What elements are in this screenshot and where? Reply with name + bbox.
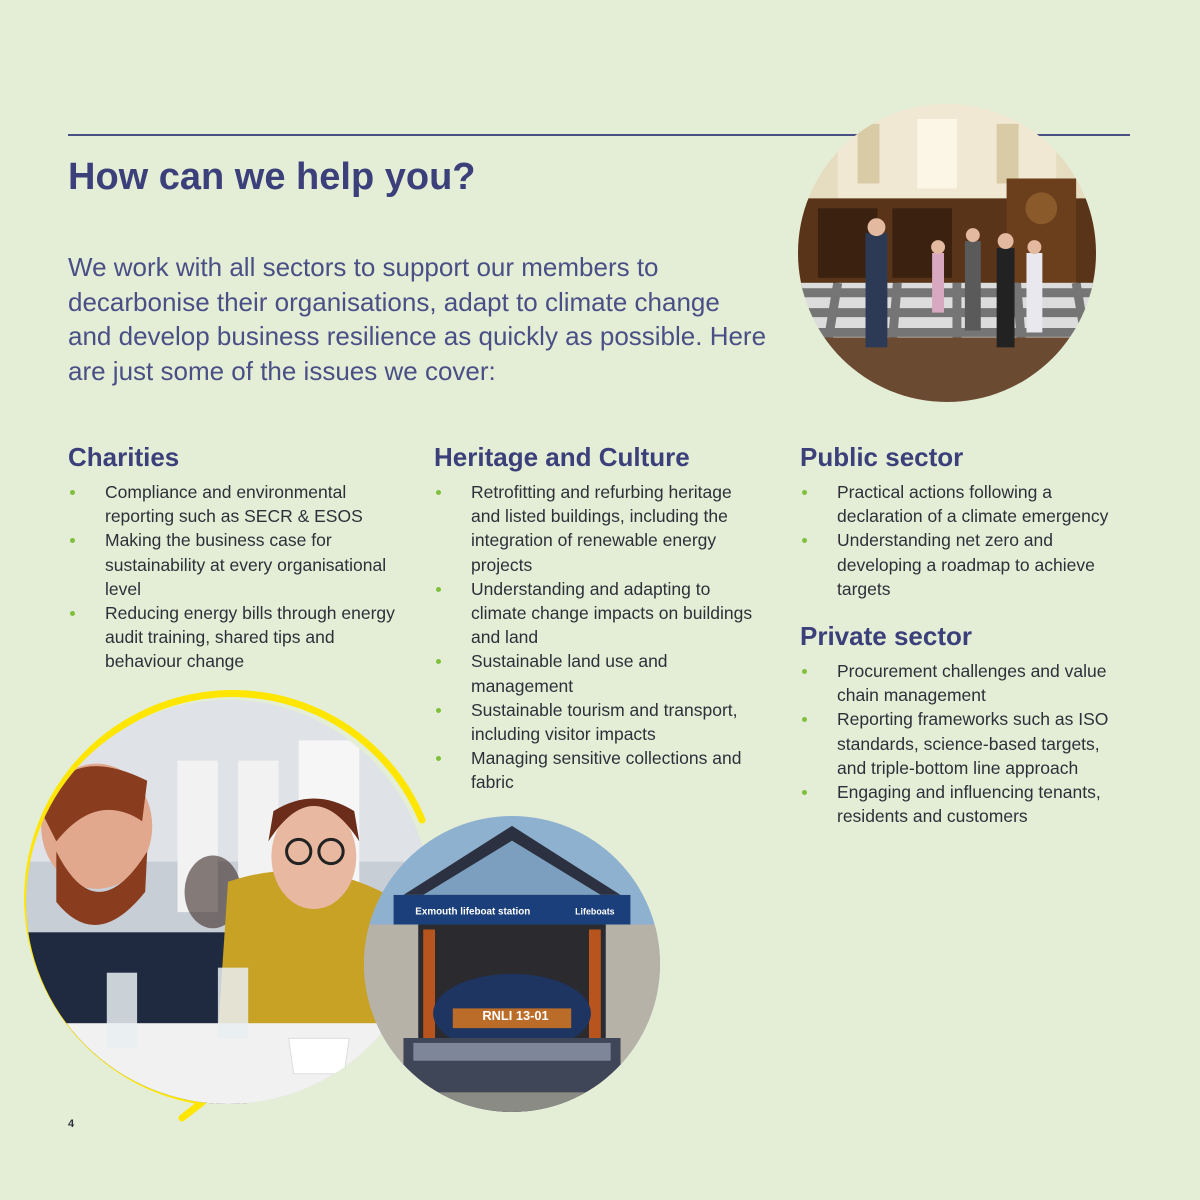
lifeboat-hull-text: RNLI 13-01 xyxy=(482,1008,549,1024)
charities-column xyxy=(68,440,398,674)
page-title: How can we help you? xyxy=(68,156,476,198)
public-sector-heading: Public sector xyxy=(800,442,964,472)
intro-paragraph: We work with all sectors to support our members to decarbonise their organisations, adapt to climate change and develop business resilience as quickly as possible. Here are just some of the issues we cover: xyxy=(68,252,767,386)
charities-heading: Charities xyxy=(68,442,180,472)
private-sector-heading: Private sector xyxy=(800,621,972,652)
list-item: Understanding and adapting to climate change impacts on buildings and land xyxy=(434,577,764,650)
private-sector-list xyxy=(800,659,1130,828)
list-item: Reporting frameworks such as ISO standards, science-based targets, and triple-bottom line approach xyxy=(800,707,1130,780)
lifeboat-station-photo xyxy=(364,816,660,1112)
list-item: Understanding net zero and developing a roadmap to achieve targets xyxy=(800,528,1130,601)
list-item: Reducing energy bills through energy audit training, shared tips and behaviour change xyxy=(68,601,398,674)
list-item: Sustainable land use and management xyxy=(434,649,764,697)
list-item: Practical actions following a declaration of a climate emergency xyxy=(800,480,1130,528)
list-item: Procurement challenges and value chain management xyxy=(800,659,1130,707)
list-item: Retrofitting and refurbing heritage and listed buildings, including the integration of renewable energy projects xyxy=(434,480,764,577)
sector-column xyxy=(800,440,1130,828)
list-item: Sustainable tourism and transport, including visitor impacts xyxy=(434,698,764,746)
heritage-heading: Heritage and Culture xyxy=(434,442,690,472)
workshop-photo xyxy=(26,700,430,1104)
list-item: Engaging and influencing tenants, residents and customers xyxy=(800,780,1130,828)
public-sector-list xyxy=(800,480,1130,601)
library-photo xyxy=(798,104,1096,402)
list-item: Making the business case for sustainability at every organisational level xyxy=(68,528,398,601)
charities-list xyxy=(68,480,398,674)
lifeboat-brand-text: Lifeboats xyxy=(575,906,615,917)
heritage-column xyxy=(434,440,764,795)
lifeboat-sign-text: Exmouth lifeboat station xyxy=(415,906,531,918)
page-number: 4 xyxy=(68,1118,75,1130)
list-item: Compliance and environmental reporting such as SECR & ESOS xyxy=(68,480,398,528)
list-item: Managing sensitive collections and fabric xyxy=(434,746,764,794)
heritage-list xyxy=(434,480,764,795)
